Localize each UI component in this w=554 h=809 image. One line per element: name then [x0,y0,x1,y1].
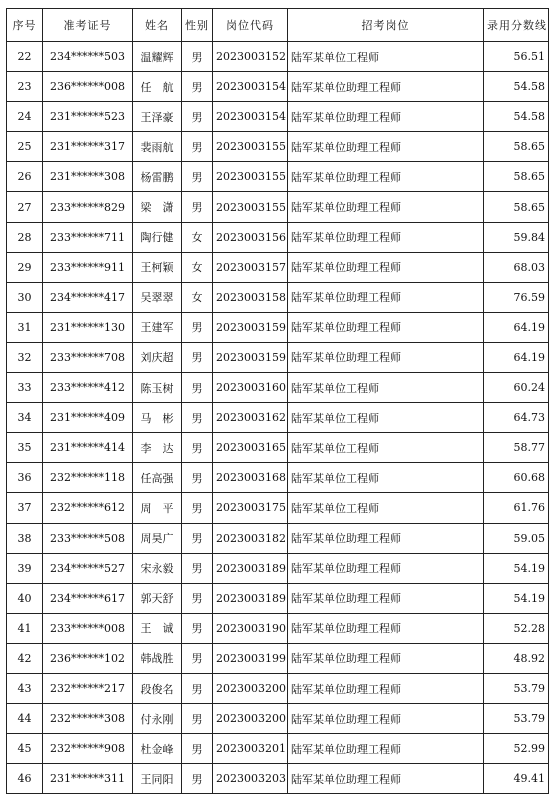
header-score: 录用分数线 [484,9,549,42]
seq-cell: 34 [7,403,43,433]
position-cell: 陆军某单位助理工程师 [288,704,484,734]
gender-cell: 女 [182,252,213,282]
gender-cell: 男 [182,342,213,372]
position-cell: 陆军某单位工程师 [288,42,484,72]
table-row [7,493,549,523]
header-ticket: 准考证号 [43,9,133,42]
table-row [7,734,549,764]
ticket-number-cell: 232******612 [43,493,133,523]
score-cell: 59.05 [484,523,549,553]
gender-cell: 女 [182,222,213,252]
ticket-number-cell: 232******308 [43,704,133,734]
header-position: 招考岗位 [288,9,484,42]
gender-cell: 男 [182,734,213,764]
ticket-number-cell: 232******217 [43,673,133,703]
position-code-cell: 2023003159 [213,312,288,342]
position-code-cell: 2023003155 [213,132,288,162]
table-row [7,764,549,794]
score-cell: 54.19 [484,553,549,583]
name-cell: 李 达 [133,433,182,463]
score-cell: 58.77 [484,433,549,463]
gender-cell: 男 [182,583,213,613]
gender-cell: 男 [182,463,213,493]
position-code-cell: 2023003162 [213,403,288,433]
position-code-cell: 2023003160 [213,373,288,403]
score-cell: 53.79 [484,704,549,734]
position-code-cell: 2023003154 [213,72,288,102]
seq-cell: 22 [7,42,43,72]
position-cell: 陆军某单位助理工程师 [288,583,484,613]
ticket-number-cell: 232******118 [43,463,133,493]
gender-cell: 男 [182,42,213,72]
position-cell: 陆军某单位助理工程师 [288,162,484,192]
position-code-cell: 2023003203 [213,764,288,794]
gender-cell: 男 [182,192,213,222]
gender-cell: 男 [182,102,213,132]
score-cell: 60.24 [484,373,549,403]
header-gender: 性别 [182,9,213,42]
table-row [7,312,549,342]
position-cell: 陆军某单位助理工程师 [288,734,484,764]
position-cell: 陆军某单位助理工程师 [288,252,484,282]
gender-cell: 男 [182,403,213,433]
gender-cell: 男 [182,643,213,673]
table-row [7,643,549,673]
position-code-cell: 2023003159 [213,342,288,372]
seq-cell: 35 [7,433,43,463]
ticket-number-cell: 236******008 [43,72,133,102]
position-cell: 陆军某单位助理工程师 [288,222,484,252]
header-row [7,9,549,42]
table-row [7,403,549,433]
position-cell: 陆军某单位助理工程师 [288,643,484,673]
table-row [7,342,549,372]
seq-cell: 25 [7,132,43,162]
seq-cell: 27 [7,192,43,222]
name-cell: 温耀辉 [133,42,182,72]
gender-cell: 男 [182,673,213,703]
seq-cell: 30 [7,282,43,312]
name-cell: 宋永毅 [133,553,182,583]
ticket-number-cell: 233******829 [43,192,133,222]
score-cell: 53.79 [484,673,549,703]
score-cell: 48.92 [484,643,549,673]
table-row [7,162,549,192]
position-cell: 陆军某单位工程师 [288,493,484,523]
position-cell: 陆军某单位助理工程师 [288,312,484,342]
name-cell: 周昊广 [133,523,182,553]
gender-cell: 男 [182,132,213,162]
seq-cell: 41 [7,613,43,643]
name-cell: 王同阳 [133,764,182,794]
seq-cell: 32 [7,342,43,372]
name-cell: 杨雷鹏 [133,162,182,192]
seq-cell: 26 [7,162,43,192]
name-cell: 裴雨航 [133,132,182,162]
table-row [7,222,549,252]
position-code-cell: 2023003155 [213,192,288,222]
position-code-cell: 2023003199 [213,643,288,673]
seq-cell: 33 [7,373,43,403]
name-cell: 王泽豪 [133,102,182,132]
table-row [7,192,549,222]
seq-cell: 29 [7,252,43,282]
score-cell: 56.51 [484,42,549,72]
seq-cell: 43 [7,673,43,703]
table-row [7,252,549,282]
table-row [7,373,549,403]
gender-cell: 男 [182,493,213,523]
position-cell: 陆军某单位工程师 [288,463,484,493]
position-cell: 陆军某单位助理工程师 [288,613,484,643]
position-cell: 陆军某单位工程师 [288,373,484,403]
gender-cell: 男 [182,373,213,403]
name-cell: 郭天舒 [133,583,182,613]
seq-cell: 37 [7,493,43,523]
ticket-number-cell: 231******523 [43,102,133,132]
position-cell: 陆军某单位助理工程师 [288,764,484,794]
score-cell: 58.65 [484,192,549,222]
table-row [7,463,549,493]
position-cell: 陆军某单位工程师 [288,403,484,433]
name-cell: 付永刚 [133,704,182,734]
score-cell: 54.58 [484,72,549,102]
position-cell: 陆军某单位助理工程师 [288,132,484,162]
seq-cell: 38 [7,523,43,553]
score-cell: 61.76 [484,493,549,523]
seq-cell: 46 [7,764,43,794]
gender-cell: 男 [182,162,213,192]
table-header [7,9,549,42]
table-row [7,433,549,463]
name-cell: 陶行健 [133,222,182,252]
score-cell: 76.59 [484,282,549,312]
position-cell: 陆军某单位工程师 [288,433,484,463]
ticket-number-cell: 233******708 [43,342,133,372]
position-cell: 陆军某单位助理工程师 [288,673,484,703]
name-cell: 王柯颖 [133,252,182,282]
position-code-cell: 2023003154 [213,102,288,132]
name-cell: 吴翠翠 [133,282,182,312]
position-cell: 陆军某单位助理工程师 [288,553,484,583]
ticket-number-cell: 233******508 [43,523,133,553]
score-cell: 64.73 [484,403,549,433]
name-cell: 马 彬 [133,403,182,433]
ticket-number-cell: 231******308 [43,162,133,192]
score-cell: 54.19 [484,583,549,613]
name-cell: 段俊名 [133,673,182,703]
table-row [7,72,549,102]
gender-cell: 男 [182,312,213,342]
ticket-number-cell: 234******617 [43,583,133,613]
score-table [6,8,549,794]
score-cell: 68.03 [484,252,549,282]
table-row [7,523,549,553]
seq-cell: 44 [7,704,43,734]
position-code-cell: 2023003200 [213,704,288,734]
position-cell: 陆军某单位助理工程师 [288,72,484,102]
position-code-cell: 2023003156 [213,222,288,252]
ticket-number-cell: 232******908 [43,734,133,764]
ticket-number-cell: 233******711 [43,222,133,252]
gender-cell: 男 [182,433,213,463]
name-cell: 梁 潇 [133,192,182,222]
seq-cell: 31 [7,312,43,342]
ticket-number-cell: 231******317 [43,132,133,162]
gender-cell: 男 [182,704,213,734]
score-cell: 64.19 [484,312,549,342]
table-row [7,704,549,734]
name-cell: 刘庆超 [133,342,182,372]
seq-cell: 24 [7,102,43,132]
position-code-cell: 2023003157 [213,252,288,282]
position-code-cell: 2023003182 [213,523,288,553]
name-cell: 陈玉树 [133,373,182,403]
gender-cell: 男 [182,523,213,553]
table-row [7,583,549,613]
position-code-cell: 2023003168 [213,463,288,493]
name-cell: 杜金峰 [133,734,182,764]
score-cell: 52.99 [484,734,549,764]
ticket-number-cell: 233******911 [43,252,133,282]
seq-cell: 40 [7,583,43,613]
position-code-cell: 2023003158 [213,282,288,312]
ticket-number-cell: 234******527 [43,553,133,583]
position-code-cell: 2023003175 [213,493,288,523]
name-cell: 任 航 [133,72,182,102]
name-cell: 王建军 [133,312,182,342]
table-row [7,553,549,583]
name-cell: 任高强 [133,463,182,493]
name-cell: 周 平 [133,493,182,523]
position-code-cell: 2023003165 [213,433,288,463]
score-cell: 49.41 [484,764,549,794]
position-code-cell: 2023003155 [213,162,288,192]
ticket-number-cell: 231******130 [43,312,133,342]
gender-cell: 女 [182,282,213,312]
gender-cell: 男 [182,553,213,583]
position-code-cell: 2023003189 [213,583,288,613]
score-cell: 60.68 [484,463,549,493]
score-cell: 52.28 [484,613,549,643]
position-code-cell: 2023003190 [213,613,288,643]
seq-cell: 23 [7,72,43,102]
seq-cell: 39 [7,553,43,583]
ticket-number-cell: 233******412 [43,373,133,403]
position-cell: 陆军某单位助理工程师 [288,282,484,312]
header-name: 姓名 [133,9,182,42]
name-cell: 韩战胜 [133,643,182,673]
seq-cell: 42 [7,643,43,673]
table-row [7,282,549,312]
ticket-number-cell: 236******102 [43,643,133,673]
seq-cell: 36 [7,463,43,493]
table-row [7,613,549,643]
seq-cell: 28 [7,222,43,252]
position-cell: 陆军某单位助理工程师 [288,342,484,372]
table-row [7,102,549,132]
table-row [7,42,549,72]
position-cell: 陆军某单位助理工程师 [288,523,484,553]
score-cell: 54.58 [484,102,549,132]
gender-cell: 男 [182,72,213,102]
position-cell: 陆军某单位助理工程师 [288,192,484,222]
position-code-cell: 2023003152 [213,42,288,72]
gender-cell: 男 [182,764,213,794]
gender-cell: 男 [182,613,213,643]
table-body [7,42,549,794]
table-row [7,673,549,703]
score-cell: 59.84 [484,222,549,252]
header-code: 岗位代码 [213,9,288,42]
score-cell: 58.65 [484,132,549,162]
ticket-number-cell: 231******311 [43,764,133,794]
position-code-cell: 2023003189 [213,553,288,583]
score-cell: 64.19 [484,342,549,372]
position-code-cell: 2023003201 [213,734,288,764]
ticket-number-cell: 231******409 [43,403,133,433]
name-cell: 王 诚 [133,613,182,643]
score-cell: 58.65 [484,162,549,192]
ticket-number-cell: 231******414 [43,433,133,463]
position-code-cell: 2023003200 [213,673,288,703]
header-seq: 序号 [7,9,43,42]
seq-cell: 45 [7,734,43,764]
ticket-number-cell: 234******503 [43,42,133,72]
ticket-number-cell: 233******008 [43,613,133,643]
table-row [7,132,549,162]
ticket-number-cell: 234******417 [43,282,133,312]
position-cell: 陆军某单位助理工程师 [288,102,484,132]
